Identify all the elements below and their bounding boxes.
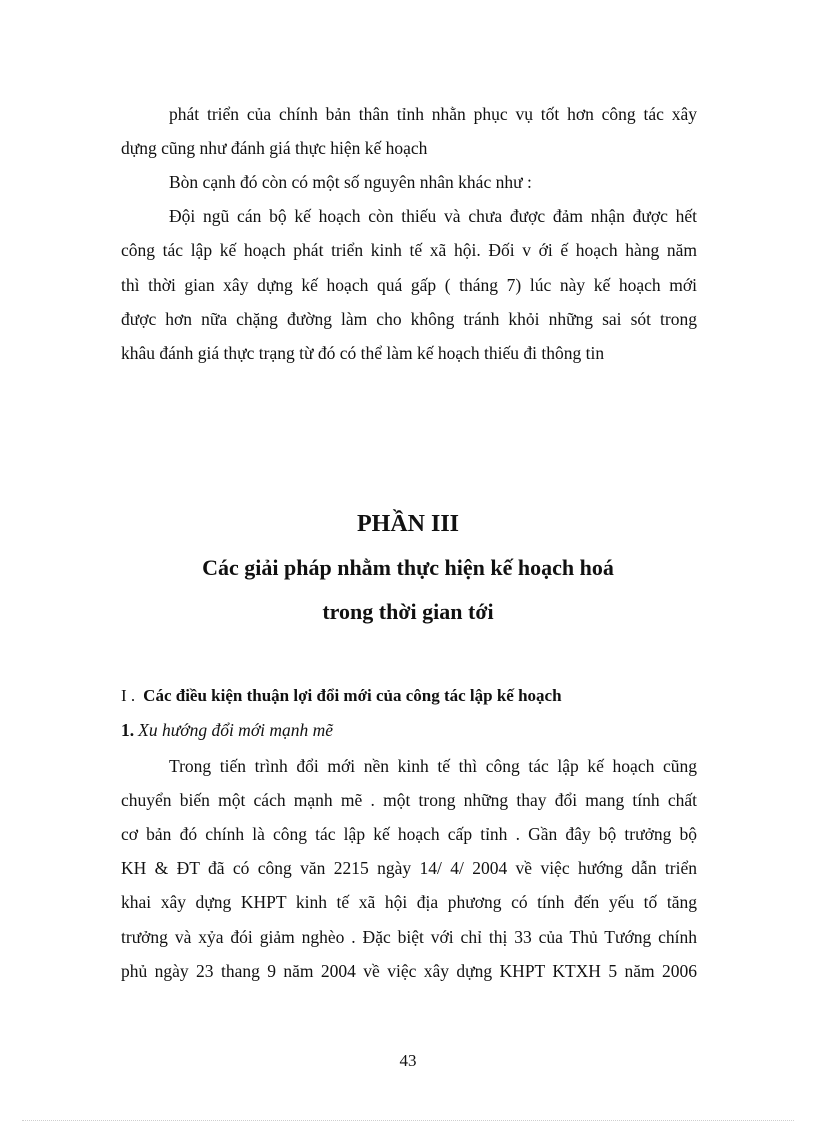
paragraph-line: KH & ĐT đã có công văn 2215 ngày 14/ 4/ 2004 về việc hướng dẫn triển xyxy=(121,858,697,878)
page-bottom-rule xyxy=(22,1120,794,1121)
paragraph-line: cơ bản đó chính là công tác lập kế hoạch cấp tỉnh . Gần đây bộ trưởng bộ xyxy=(121,824,697,844)
paragraph-line: khâu đánh giá thực trạng từ đó có thể làm kế hoạch thiếu đi thông tin xyxy=(121,343,605,363)
section-label: I . xyxy=(121,686,136,705)
page-number: 43 xyxy=(399,1051,417,1070)
subsection-heading xyxy=(121,718,333,742)
part-title-line-2: trong thời gian tới xyxy=(322,599,494,624)
part-heading: PHẦN III xyxy=(356,511,459,537)
paragraph-line: Bòn cạnh đó còn có một số nguyên nhân khác như : xyxy=(169,172,532,192)
part-title-line-1: Các giải pháp nhằm thực hiện kế hoạch hoá xyxy=(202,555,614,580)
paragraph-line: được hơn nữa chặng đường làm cho không tránh khỏi những sai sót trong xyxy=(121,309,697,329)
paragraph-line: Trong tiến trình đổi mới nền kinh tế thì công tác lập kế hoạch cũng xyxy=(169,756,697,776)
paragraph-line: công tác lập kế hoạch phát triển kinh tế xã hội. Đối v ới ế hoạch hàng năm xyxy=(121,240,697,260)
paragraph-line: thì thời gian xây dựng kế hoạch quá gấp ( tháng 7) lúc này kế hoạch mới xyxy=(121,275,697,295)
paragraph-line: phủ ngày 23 thang 9 năm 2004 về việc xây dựng KHPT KTXH 5 năm 2006 xyxy=(121,961,697,981)
subsection-title: Xu hướng đổi mới mạnh mẽ xyxy=(138,720,334,740)
paragraph-line: chuyển biến một cách mạnh mẽ . một trong những thay đổi mang tính chất xyxy=(121,790,697,810)
paragraph-line: trưởng và xỷa đói giảm nghèo . Đặc biệt với chỉ thị 33 của Thủ Tướng chính xyxy=(121,927,697,947)
subsection-number: 1. xyxy=(121,720,135,740)
paragraph-line: khai xây dựng KHPT kinh tế xã hội địa phương có tính đến yếu tố tăng xyxy=(121,892,697,912)
section-heading xyxy=(121,684,562,708)
section-title: Các điều kiện thuận lợi đổi mới của công tác lập kế hoạch xyxy=(143,686,562,705)
paragraph-line: Đội ngũ cán bộ kế hoạch còn thiếu và chưa được đảm nhận được hết xyxy=(169,206,697,226)
paragraph-line: phát triển của chính bản thân tỉnh nhằn phục vụ tốt hơn công tác xây xyxy=(169,104,697,124)
paragraph-line: dựng cũng như đánh giá thực hiện kế hoạch xyxy=(121,138,428,158)
